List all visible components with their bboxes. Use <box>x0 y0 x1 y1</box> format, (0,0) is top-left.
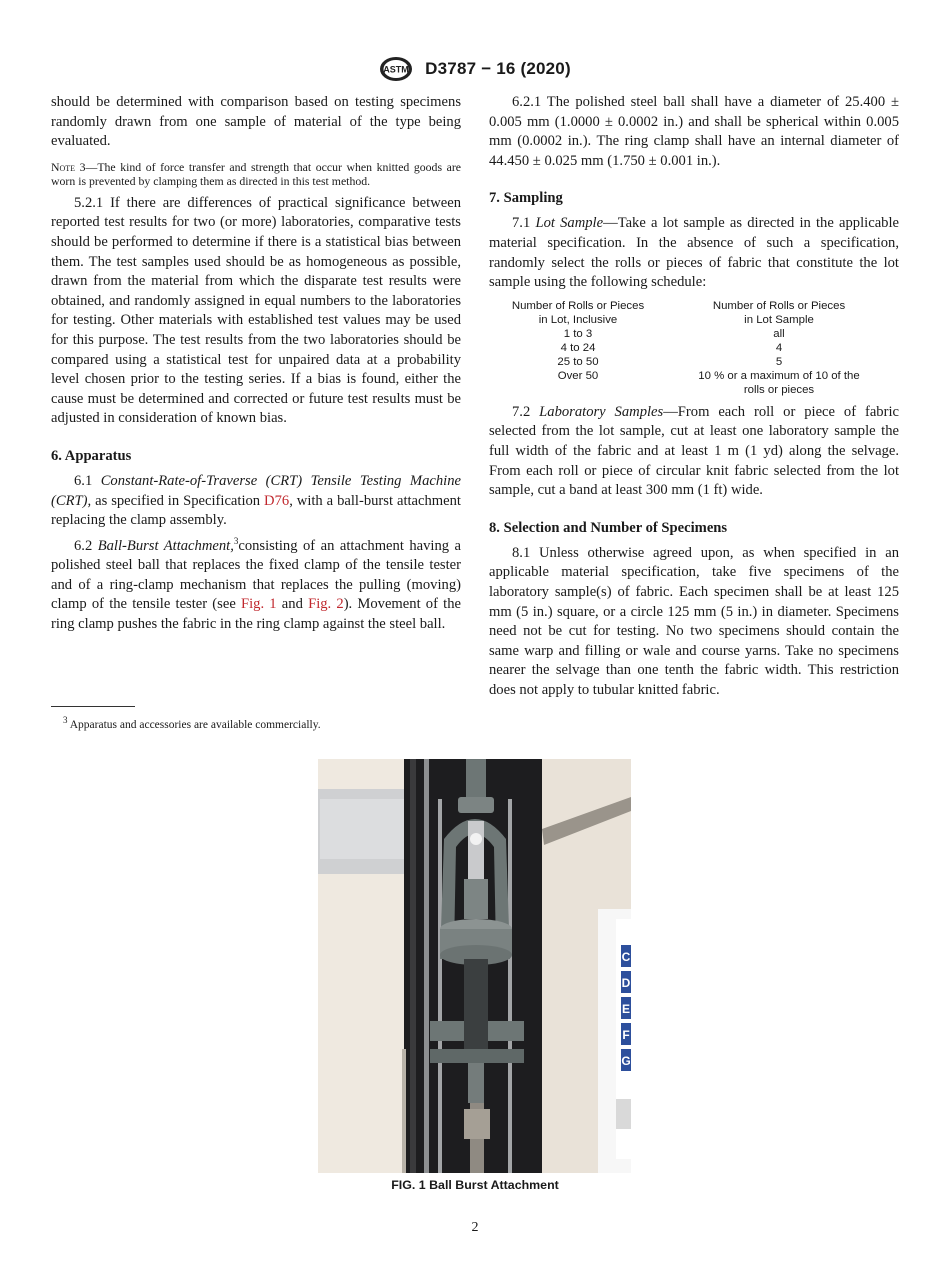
link-d76[interactable]: D76 <box>264 492 290 509</box>
table-header-cell: Number of Rolls or Pieces <box>712 299 846 312</box>
table-cell: 25 to 50 <box>557 355 599 368</box>
astm-logo-icon <box>379 56 413 82</box>
table-cell: 4 <box>775 341 783 354</box>
clause-text: as specified in Specification <box>91 492 265 509</box>
paragraph-continued: should be determined with comparison based on testing specimens randomly drawn from one sample of material of the type being evaluated. <box>51 94 461 150</box>
chart-letter: F <box>622 1028 630 1042</box>
paragraph-8-1: 8.1 Unless otherwise agreed upon, as when specified in an applicable material specification, take five specimens of the laboratory sample(s) of fabric. Each specimen shall be at least 125 mm (5 in.) square, or a circle 125 mm (5 in.) in diameter. Specimens need not be cut for testing. No two specimens should contain the same warp and filling or wale and course yarns. Take no specimens nearer the selvage than one tenth the fabric width. This restriction does not apply to tubular knitted fabric. <box>489 544 899 698</box>
note-label: Note 3 <box>51 159 86 174</box>
figure-caption: FIG. 1 Ball Burst Attachment <box>391 1178 559 1192</box>
svg-text:ASTM: ASTM <box>383 64 409 75</box>
clause-text: ). Movement of the ring clamp pushes the fabric in the ring clamp against the steel ball. <box>51 596 461 633</box>
clause-text: and <box>276 596 309 613</box>
clause-number: 6.2 <box>74 537 98 554</box>
page-header <box>0 56 950 82</box>
clause-text: consisting of an attachment having a polished steel ball that replaces the fixed clamp of the tensile tester and of a ring-clamp mechanism that replaces the pulling (moving) clamp of the tensile tester (see <box>51 537 462 613</box>
clause-text: , with a ball-burst attachment replacing the clamp assembly. <box>51 492 461 529</box>
clause-text: —Take a lot sample as directed in the applicable material specification. In the absence of such a specification, randomly select the rolls or pieces of fabric that constitute the lot sample using the following schedule: <box>489 215 900 291</box>
table-header-row <box>493 299 895 313</box>
clause-title: Laboratory Samples <box>539 403 664 420</box>
left-column <box>51 93 461 635</box>
table-cell: 1 to 3 <box>563 327 593 340</box>
page-number: 2 <box>471 1220 479 1235</box>
section-heading-selection: 8. Selection and Number of Specimens <box>489 519 728 536</box>
table-cell: rolls or pieces <box>743 383 815 396</box>
clause-title: Ball-Burst Attachment, <box>97 537 234 554</box>
footnote-divider <box>51 706 135 707</box>
note-3 <box>51 160 461 188</box>
right-column <box>489 93 899 700</box>
paragraph-6-2-1: 6.2.1 The polished steel ball shall have a diameter of 25.400 ± 0.005 mm (1.0000 ± 0.0002 in.) and shall be spherical within 0.005 mm (0.0002 in.). The ring clamp shall have an internal diameter of 44.450 ± 0.025 mm (1.750 ± 0.001 in.). <box>489 94 899 169</box>
table-row <box>493 341 895 355</box>
paragraph-5-2-1: 5.2.1 If there are differences of practical significance between reported test results for two (or more) laboratories, comparative tests should be performed to determine if there is a statistical bias between them. The test samples used should be as homogeneous as possible, drawn from the material from which the disparate test results were obtained, and randomly assigned in equal numbers to the laboratories for testing. Other materials with established test values may be used for this purpose. The test results from the two laboratories should be compared using a statistical test for unpaired data at a probability level chosen prior to the testing series. If a bias is found, either the cause must be determined and corrected or future test results must be adjusted in consideration of known bias. <box>51 194 461 427</box>
chart-letter: C <box>621 950 631 964</box>
table-header-cell: in Lot Sample <box>744 313 814 326</box>
table-header-cell: in Lot, Inclusive <box>538 313 618 326</box>
table-cell <box>493 383 663 397</box>
footnote-number: 3 <box>63 715 68 726</box>
paragraph-6-1 <box>51 472 461 531</box>
clause-number: 7.1 <box>512 215 536 232</box>
table-cell: 10 % or a maximum of 10 of the <box>698 369 860 382</box>
footnote-3 <box>51 715 461 732</box>
paragraph-7-2 <box>489 403 899 501</box>
link-fig-1[interactable]: Fig. 1 <box>241 596 277 613</box>
sampling-schedule-table <box>493 299 895 397</box>
wall-chart-letters <box>621 945 631 1071</box>
clause-number: 6.1 <box>74 472 101 489</box>
table-header-cell: Number of Rolls or Pieces <box>511 299 645 312</box>
paragraph-6-2 <box>51 537 461 635</box>
table-cell: Over 50 <box>557 369 599 382</box>
table-row <box>493 369 895 383</box>
chart-letter: D <box>621 976 631 990</box>
footnote-ref[interactable]: 3 <box>233 535 239 546</box>
table-header-row <box>493 313 895 327</box>
chart-letter: E <box>621 1002 631 1016</box>
clause-number: 7.2 <box>512 403 540 420</box>
table-row <box>493 327 895 341</box>
table-cell: 5 <box>775 355 783 368</box>
table-row <box>493 383 895 397</box>
standard-designation: D3787 − 16 (2020) <box>425 59 571 78</box>
clause-title: Constant-Rate-of-Traverse (CRT) Tensile Testing Machine (CRT), <box>51 472 461 509</box>
paragraph-7-1 <box>489 214 899 292</box>
footnote-text: Apparatus and accessories are available commercially. <box>67 719 321 731</box>
table-row <box>493 355 895 369</box>
clause-text: —From each roll or piece of fabric selected from the lot sample, cut at least one laboratory sample the full width of the fabric and at least 1 m (1 yd) along the selvage. From each roll or piece of circular knit fabric selected from the lot sample, cut a band at least 300 mm (1 ft) wide. <box>489 403 900 499</box>
clause-title: Lot Sample <box>535 215 604 232</box>
ball-burst-attachment-photo <box>318 759 631 1173</box>
table-cell: 4 to 24 <box>560 341 596 354</box>
note-text: —The kind of force transfer and strength that occur when knitted goods are worn is prevented by clamping them as directed in this test method. <box>51 159 461 188</box>
table-cell: all <box>773 327 785 340</box>
link-fig-2[interactable]: Fig. 2 <box>308 596 344 613</box>
section-heading-apparatus: 6. Apparatus <box>51 447 132 464</box>
section-heading-sampling: 7. Sampling <box>489 190 563 207</box>
chart-letter: G <box>621 1054 631 1068</box>
